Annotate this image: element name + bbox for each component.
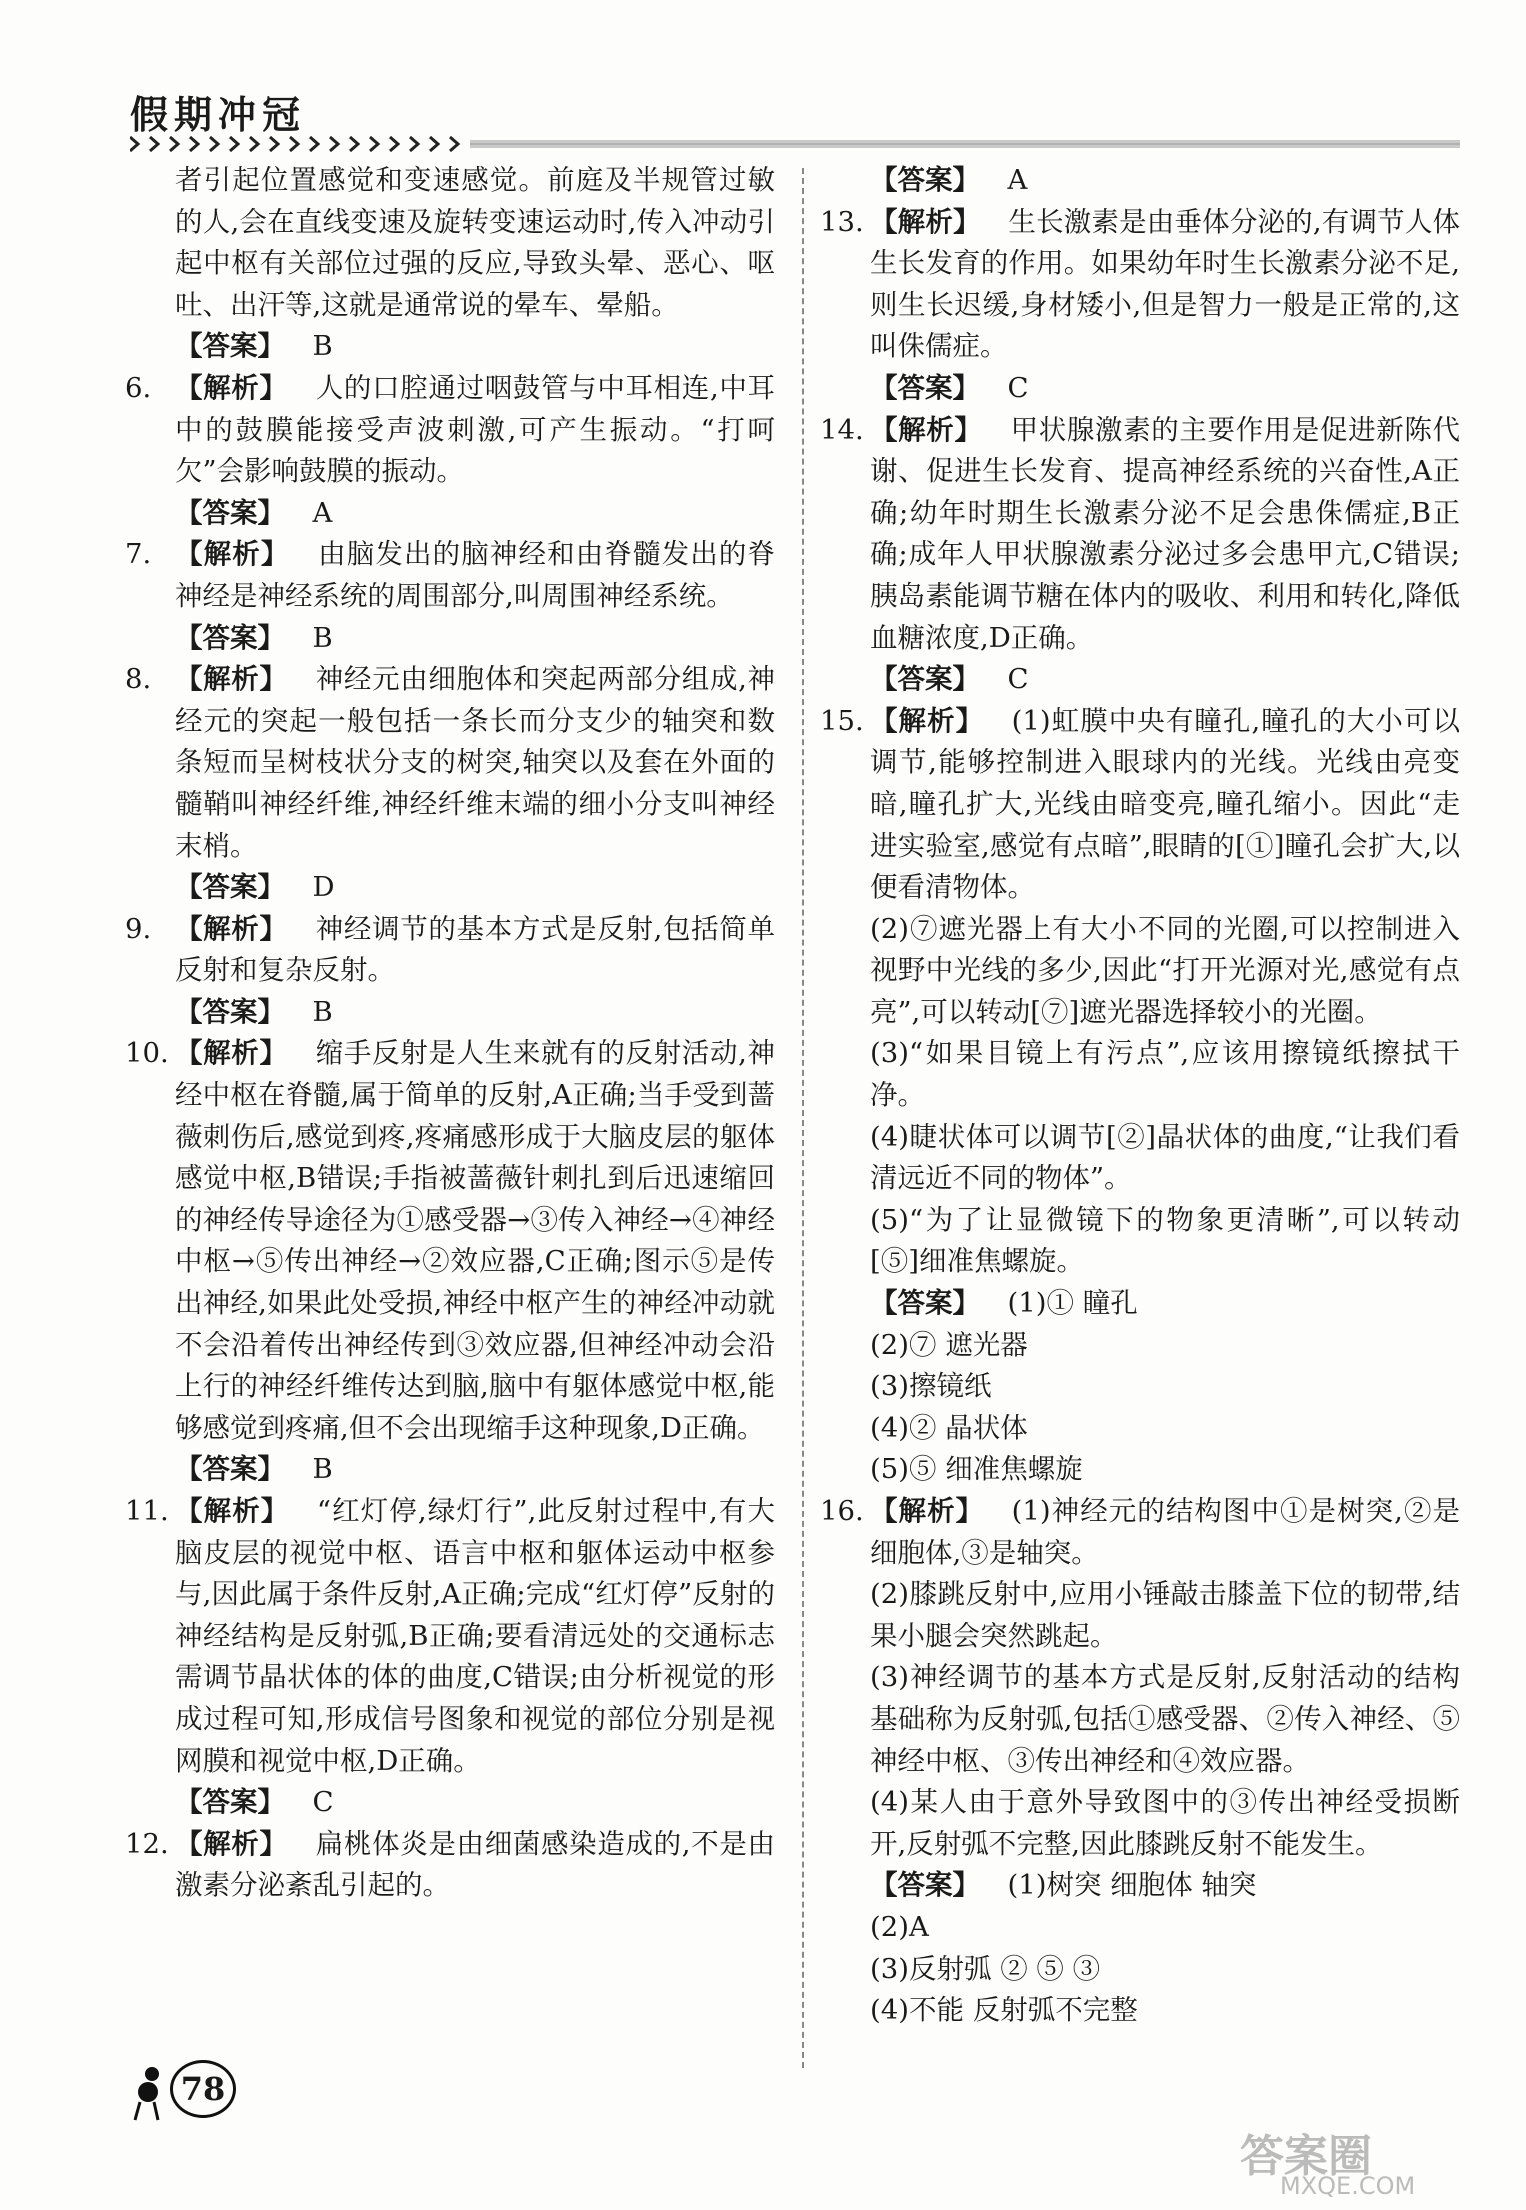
answer-line — [870, 368, 1460, 410]
paragraph-text: 扁桃体炎是由细菌感染造成的,不是由激素分泌紊乱引起的。 — [175, 1827, 775, 1902]
analysis-tag: 【解析】 — [175, 371, 316, 404]
analysis-paragraph — [870, 1907, 1460, 1949]
analysis-paragraph — [870, 1033, 1460, 1116]
answer-tag: 【答案】 — [870, 1869, 1008, 1902]
paragraph-text: (4)睫状体可以调节[②]晶状体的曲度,“让我们看清远近不同的物体”。 — [870, 1120, 1460, 1195]
question-number: 6. — [125, 371, 152, 404]
header-decoration — [130, 134, 1460, 154]
watermark-logo: 答案圈 — [1240, 2131, 1372, 2182]
column-divider — [802, 168, 804, 2068]
paragraph-text: 者引起位置感觉和变速感觉。前庭及半规管过敏的人,会在直线变速及旋转变速运动时,传入冲动引起中枢有关部位过强的反应,导致头晕、恶心、呕吐、出汗等,这就是通常说的晕车、晕船。 — [175, 164, 775, 321]
answer-tag: 【答案】 — [870, 663, 1008, 696]
paragraph-text: “红灯停,绿灯行”,此反射过程中,有大脑皮层的视觉中枢、语言中枢和躯体运动中枢参与,因此属于条件反射,A正确;完成“红灯停”反射的神经结构是反射弧,B正确;要看清远处的交通标志需调节晶状体的体的曲度,C错误;由分析视觉的形成过程可知,形成信号图象和视觉的部位分别是视网膜和视觉中枢,D正确。 — [175, 1495, 776, 1777]
answer-tag: 【答案】 — [870, 371, 1008, 404]
paragraph-text: 人的口腔通过咽鼓管与中耳相连,中耳中的鼓膜能接受声波刺激,可产生振动。“打呵欠”会影响鼓膜的振动。 — [175, 371, 775, 488]
left-column — [125, 160, 776, 1907]
analysis-paragraph — [125, 1824, 775, 1907]
question-number: 8. — [125, 663, 152, 696]
analysis-paragraph — [870, 1574, 1460, 1657]
analysis-tag: 【解析】 — [175, 663, 316, 696]
paragraph-text: (3)“如果目镜上有污点”,应该用擦镜纸擦拭干净。 — [870, 1037, 1460, 1112]
analysis-tag: 【解析】 — [175, 1827, 316, 1860]
brand-title: 假期冲冠 — [130, 93, 307, 137]
analysis-paragraph — [125, 1033, 775, 1449]
answer-line — [870, 1283, 1460, 1325]
paragraph-text: 缩手反射是人生来就有的反射活动,神经中枢在脊髓,属于简单的反射,A正确;当手受到蔷薇刺伤后,感觉到疼,疼痛感形成于大脑皮层的躯体感觉中枢,B错误;手指被蔷薇针刺扎到后迅速缩回的神经传导途径为①感受器→③传入神经→④神经中枢→⑤传出神经→②效应器,C正确;图示⑤是传出神经,如果此处受损,神经中枢产生的神经冲动就不会沿着传出神经传到③效应器,但神经冲动会沿上行的神经纤维传达到脑,脑中有躯体感觉中枢,能够感觉到疼痛,但不会出现缩手这种现象,D正确。 — [175, 1037, 775, 1444]
analysis-paragraph — [125, 1491, 776, 1782]
answer-tag: 【答案】 — [175, 330, 313, 363]
right-column — [820, 160, 1460, 2032]
analysis-paragraph — [820, 202, 1460, 368]
analysis-tag: 【解析】 — [175, 538, 317, 571]
paragraph-text: 神经元由细胞体和突起两部分组成,神经元的突起一般包括一条长而分支少的轴突和数条短而呈树枝状分支的树突,轴突以及套在外面的髓鞘叫神经纤维,神经纤维末端的细小分支叫神经末梢。 — [175, 663, 775, 862]
paragraph-text: (1)神经元的结构图中①是树突,②是细胞体,③是轴突。 — [870, 1495, 1460, 1569]
analysis-paragraph — [870, 1325, 1460, 1367]
analysis-paragraph — [870, 1990, 1460, 2032]
answer-line — [175, 326, 775, 368]
analysis-tag: 【解析】 — [870, 704, 1012, 737]
answer-line — [175, 493, 775, 535]
paragraph-text: (2)⑦ 遮光器 — [870, 1328, 1028, 1361]
paragraph-text: A — [312, 496, 333, 529]
answer-line — [175, 992, 775, 1034]
analysis-paragraph — [820, 701, 1460, 909]
paragraph-text: 由脑发出的脑神经和由脊髓发出的脊神经是神经系统的周围部分,叫周围神经系统。 — [175, 538, 775, 612]
answer-line — [175, 867, 775, 909]
answer-line — [870, 160, 1460, 202]
question-number: 10. — [125, 1037, 169, 1070]
analysis-paragraph — [870, 1449, 1460, 1491]
page-footer — [130, 2050, 240, 2130]
analysis-paragraph — [125, 534, 775, 617]
question-number: 7. — [125, 538, 152, 571]
paragraph-text: D — [312, 871, 335, 904]
analysis-tag: 【解析】 — [175, 912, 316, 945]
answer-line — [175, 1449, 775, 1491]
paragraph-text: 神经调节的基本方式是反射,包括简单反射和复杂反射。 — [175, 912, 775, 987]
paragraph-text: (4)某人由于意外导致图中的③传出神经受损断开,反射弧不完整,因此膝跳反射不能发生。 — [870, 1786, 1460, 1860]
answer-tag: 【答案】 — [870, 164, 1008, 196]
paragraph-text: (3)反射弧 ② ⑤ ③ — [870, 1952, 1101, 1985]
answer-tag: 【答案】 — [175, 1453, 313, 1486]
paragraph-text: A — [1007, 164, 1028, 196]
analysis-paragraph — [820, 1491, 1460, 1574]
paragraph-text: (1)虹膜中央有瞳孔,瞳孔的大小可以调节,能够控制进入眼球内的光线。光线由亮变暗,瞳孔扩大,光线由暗变亮,瞳孔缩小。因此“走进实验室,感觉有点暗”,眼睛的[①]瞳孔会扩大,以便看清物体。 — [870, 704, 1460, 904]
question-number: 14. — [820, 413, 864, 446]
paragraph-text: (2)⑦遮光器上有大小不同的光圈,可以控制进入视野中光线的多少,因此“打开光源对光,感觉有点亮”,可以转动[⑦]遮光器选择较小的光圈。 — [870, 912, 1460, 1028]
analysis-paragraph — [125, 368, 775, 493]
question-number: 13. — [820, 205, 864, 238]
answer-tag: 【答案】 — [175, 1786, 313, 1819]
paragraph-text: B — [312, 995, 333, 1028]
paragraph-text: C — [1007, 371, 1029, 404]
answer-line — [870, 659, 1460, 701]
paragraph-text: 生长激素是由垂体分泌的,有调节人体生长发育的作用。如果幼年时生长激素分泌不足,则生长迟缓,身材矮小,但是智力一般是正常的,这叫侏儒症。 — [870, 205, 1460, 363]
answer-line — [175, 618, 775, 660]
analysis-paragraph — [820, 410, 1460, 660]
analysis-paragraph — [870, 1366, 1460, 1408]
paragraph-text: (1)① 瞳孔 — [1007, 1287, 1138, 1320]
answer-tag: 【答案】 — [175, 621, 313, 654]
analysis-paragraph — [870, 1782, 1460, 1865]
answer-tag: 【答案】 — [175, 871, 313, 904]
paragraph-text: C — [1007, 663, 1029, 696]
paragraph-text: (1)树突 细胞体 轴突 — [1007, 1869, 1257, 1902]
analysis-paragraph — [870, 1657, 1460, 1782]
analysis-tag: 【解析】 — [175, 1495, 317, 1527]
paragraph-text: (4)② 晶状体 — [870, 1411, 1028, 1444]
analysis-tag: 【解析】 — [175, 1037, 316, 1070]
analysis-tag: 【解析】 — [870, 205, 1009, 238]
paragraph-text: B — [312, 1453, 333, 1486]
answer-line — [870, 1865, 1460, 1907]
paragraph-text: C — [312, 1786, 334, 1819]
paragraph-text: 甲状腺激素的主要作用是促进新陈代谢、促进生长发育、提高神经系统的兴奋性,A正确;幼年时期生长激素分泌不足会患侏儒症,B正确;成年人甲状腺激素分泌过多会患甲亢,C错误;胰岛素能调节糖在体内的吸收、利用和转化,降低血糖浓度,D正确。 — [870, 413, 1460, 654]
analysis-paragraph — [870, 909, 1460, 1034]
paragraph-text: B — [312, 330, 333, 363]
analysis-paragraph — [870, 1117, 1460, 1200]
question-number: 11. — [125, 1495, 169, 1527]
answer-tag: 【答案】 — [175, 496, 313, 529]
analysis-paragraph — [870, 1949, 1460, 1991]
analysis-paragraph — [870, 1200, 1460, 1283]
paragraph-text: (2)A — [870, 1910, 929, 1943]
answer-tag: 【答案】 — [175, 995, 313, 1028]
paragraph-text: (4)不能 反射弧不完整 — [870, 1994, 1138, 2027]
paragraph-text: B — [312, 621, 333, 654]
page-header — [130, 84, 1460, 154]
page-number: 78 — [170, 2060, 236, 2118]
paragraph-text: (5)⑤ 细准焦螺旋 — [870, 1453, 1083, 1486]
question-number: 15. — [820, 704, 864, 737]
paragraph-text: (3)神经调节的基本方式是反射,反射活动的结构基础称为反射弧,包括①感受器、②传入神经、⑤神经中枢、③传出神经和④效应器。 — [870, 1661, 1460, 1777]
question-number: 12. — [125, 1827, 169, 1860]
paragraph-text: (3)擦镜纸 — [870, 1370, 992, 1403]
watermark-url: MXQE.COM — [1280, 2172, 1416, 2200]
paragraph-text: (5)“为了让显微镜下的物象更清晰”,可以转动[⑤]细准焦螺旋。 — [870, 1203, 1460, 1278]
analysis-paragraph — [125, 909, 775, 992]
analysis-tag: 【解析】 — [870, 413, 1010, 446]
answer-line — [175, 1782, 775, 1824]
mascot-icon — [130, 2060, 170, 2130]
analysis-tag: 【解析】 — [870, 1495, 1012, 1527]
question-number: 16. — [820, 1495, 864, 1527]
question-number: 9. — [125, 912, 152, 945]
analysis-paragraph — [175, 160, 775, 326]
analysis-paragraph — [125, 659, 775, 867]
answer-tag: 【答案】 — [870, 1287, 1008, 1320]
analysis-paragraph — [870, 1408, 1460, 1450]
paragraph-text: (2)膝跳反射中,应用小锤敲击膝盖下位的韧带,结果小腿会突然跳起。 — [870, 1578, 1460, 1652]
